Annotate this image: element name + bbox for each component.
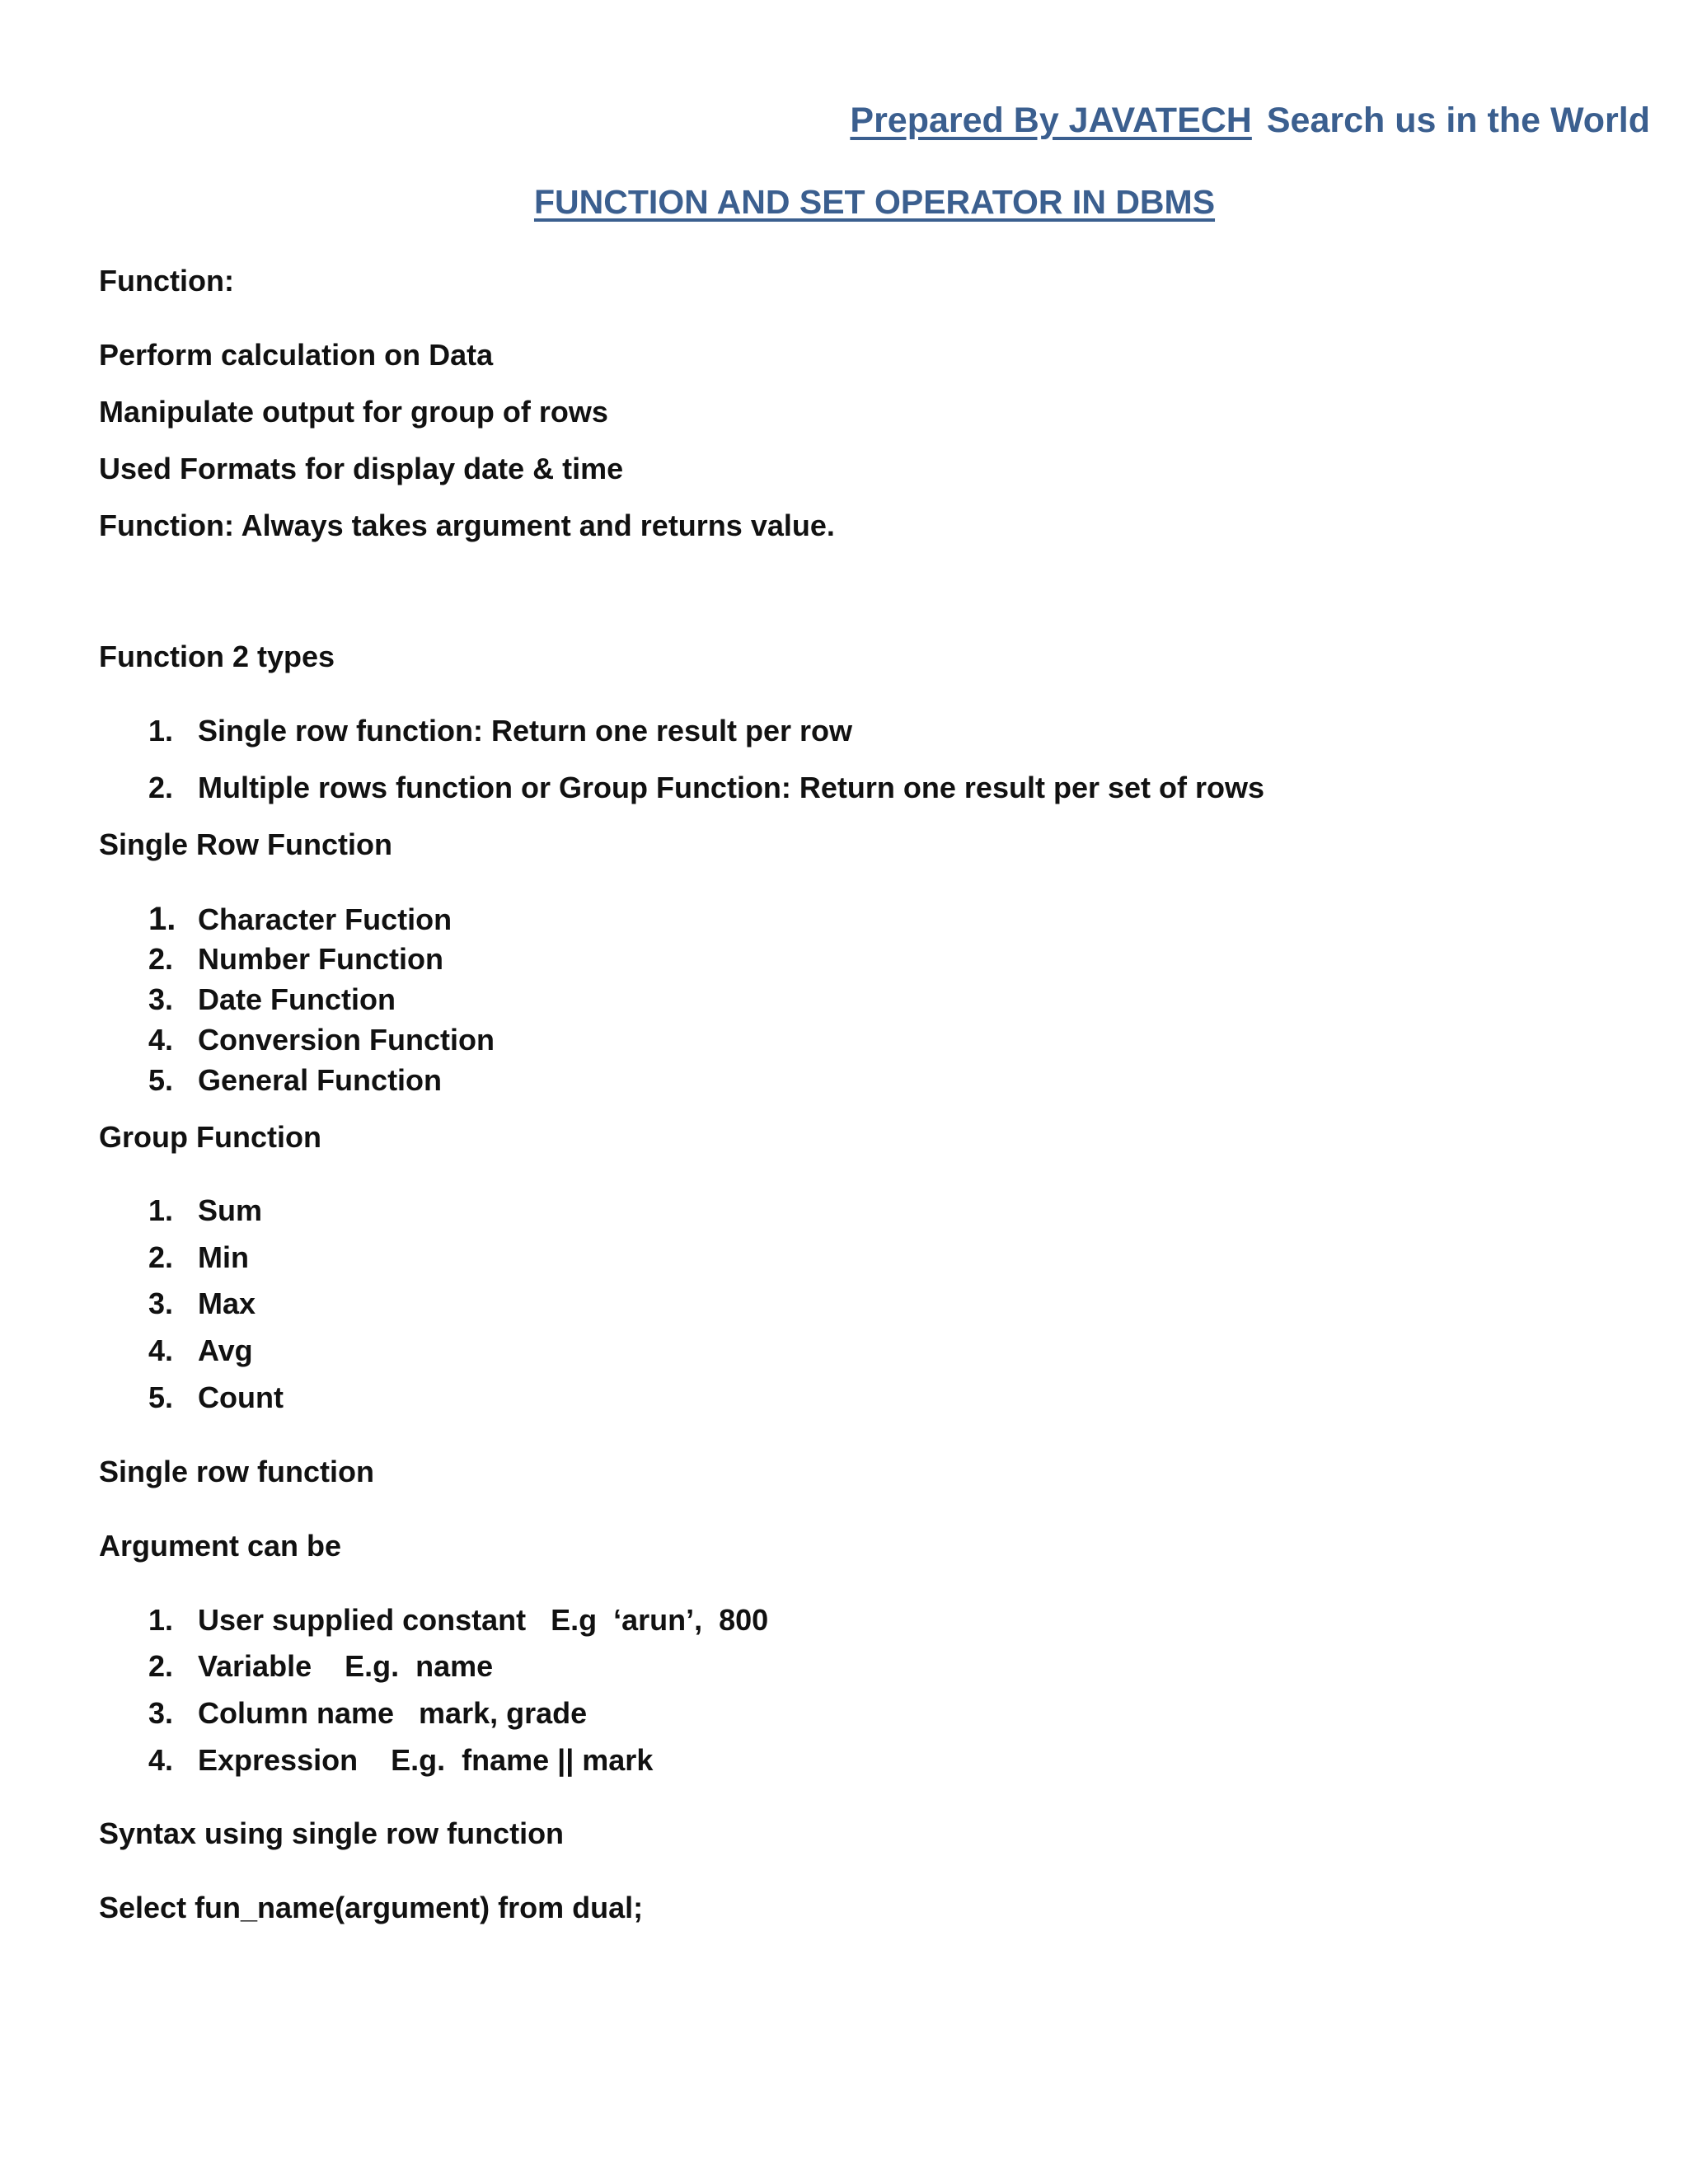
list-item — [148, 1063, 442, 1098]
list-item — [148, 714, 852, 748]
list-item — [148, 1649, 493, 1684]
argument-heading: Argument can be — [99, 1529, 342, 1563]
list-text: Expression E.g. fname || mark — [198, 1743, 654, 1777]
list-text: General Function — [198, 1063, 443, 1097]
list-number: 1. — [148, 1603, 174, 1637]
syntax-heading: Syntax using single row function — [99, 1816, 565, 1850]
list-item — [148, 1193, 262, 1228]
list-text: Single row function: Return one result per row — [198, 714, 853, 748]
list-text: Date Function — [198, 982, 396, 1016]
list-number: 1. — [148, 714, 174, 748]
list-text: Number Function — [198, 942, 443, 976]
list-number: 2. — [148, 1240, 174, 1274]
list-number: 1. — [148, 901, 176, 937]
list-number: 4. — [148, 1023, 174, 1057]
list-number: 2. — [148, 1649, 174, 1683]
single-row-heading: Single Row Function — [99, 827, 392, 861]
list-item — [148, 1743, 653, 1778]
list-number: 2. — [148, 942, 174, 976]
list-number: 4. — [148, 1743, 174, 1777]
search-tagline: Search us in the World — [1266, 101, 1650, 140]
list-text: Multiple rows function or Group Function: Return one result per set of rows — [198, 771, 1265, 804]
function-heading: Function: — [99, 264, 234, 298]
header — [850, 101, 1650, 141]
list-text: Variable E.g. name — [198, 1649, 494, 1683]
intro-line-3: Used Formats for display date & time — [99, 452, 624, 485]
list-number: 4. — [148, 1333, 174, 1367]
list-number: 1. — [148, 1193, 174, 1227]
intro-line-4: Function: Always takes argument and returns value. — [99, 509, 835, 542]
single-row-function-heading: Single row function — [99, 1455, 374, 1488]
types-heading: Function 2 types — [99, 640, 335, 673]
list-item — [148, 1333, 253, 1368]
list-text: Min — [198, 1240, 249, 1274]
list-item — [148, 771, 1264, 805]
prepared-by-link[interactable]: Prepared By JAVATECH — [850, 101, 1252, 140]
list-number: 2. — [148, 771, 174, 804]
list-item — [148, 1023, 495, 1057]
syntax-code: Select fun_name(argument) from dual; — [99, 1891, 644, 1924]
list-number: 3. — [148, 1286, 174, 1320]
document-title: FUNCTION AND SET OPERATOR IN DBMS — [533, 183, 1216, 221]
list-item — [148, 1696, 587, 1731]
list-text: Column name mark, grade — [198, 1696, 588, 1730]
group-heading: Group Function — [99, 1120, 321, 1154]
list-item — [148, 1380, 284, 1415]
list-text: Conversion Function — [198, 1023, 495, 1057]
list-text: User supplied constant E.g ‘arun’, 800 — [198, 1603, 769, 1637]
list-text: Character Fuction — [198, 902, 452, 936]
list-item — [148, 1286, 256, 1321]
list-text: Sum — [198, 1193, 263, 1227]
list-text: Count — [198, 1380, 284, 1414]
list-item — [148, 1603, 768, 1638]
list-number: 5. — [148, 1380, 174, 1414]
list-number: 5. — [148, 1063, 174, 1097]
list-item — [148, 942, 443, 977]
list-item — [148, 901, 452, 938]
list-number: 3. — [148, 1696, 174, 1730]
list-text: Avg — [198, 1333, 253, 1367]
list-item — [148, 982, 396, 1017]
intro-line-2: Manipulate output for group of rows — [99, 395, 608, 429]
list-number: 3. — [148, 982, 174, 1016]
intro-line-1: Perform calculation on Data — [99, 338, 494, 372]
list-item — [148, 1240, 249, 1275]
list-text: Max — [198, 1286, 256, 1320]
